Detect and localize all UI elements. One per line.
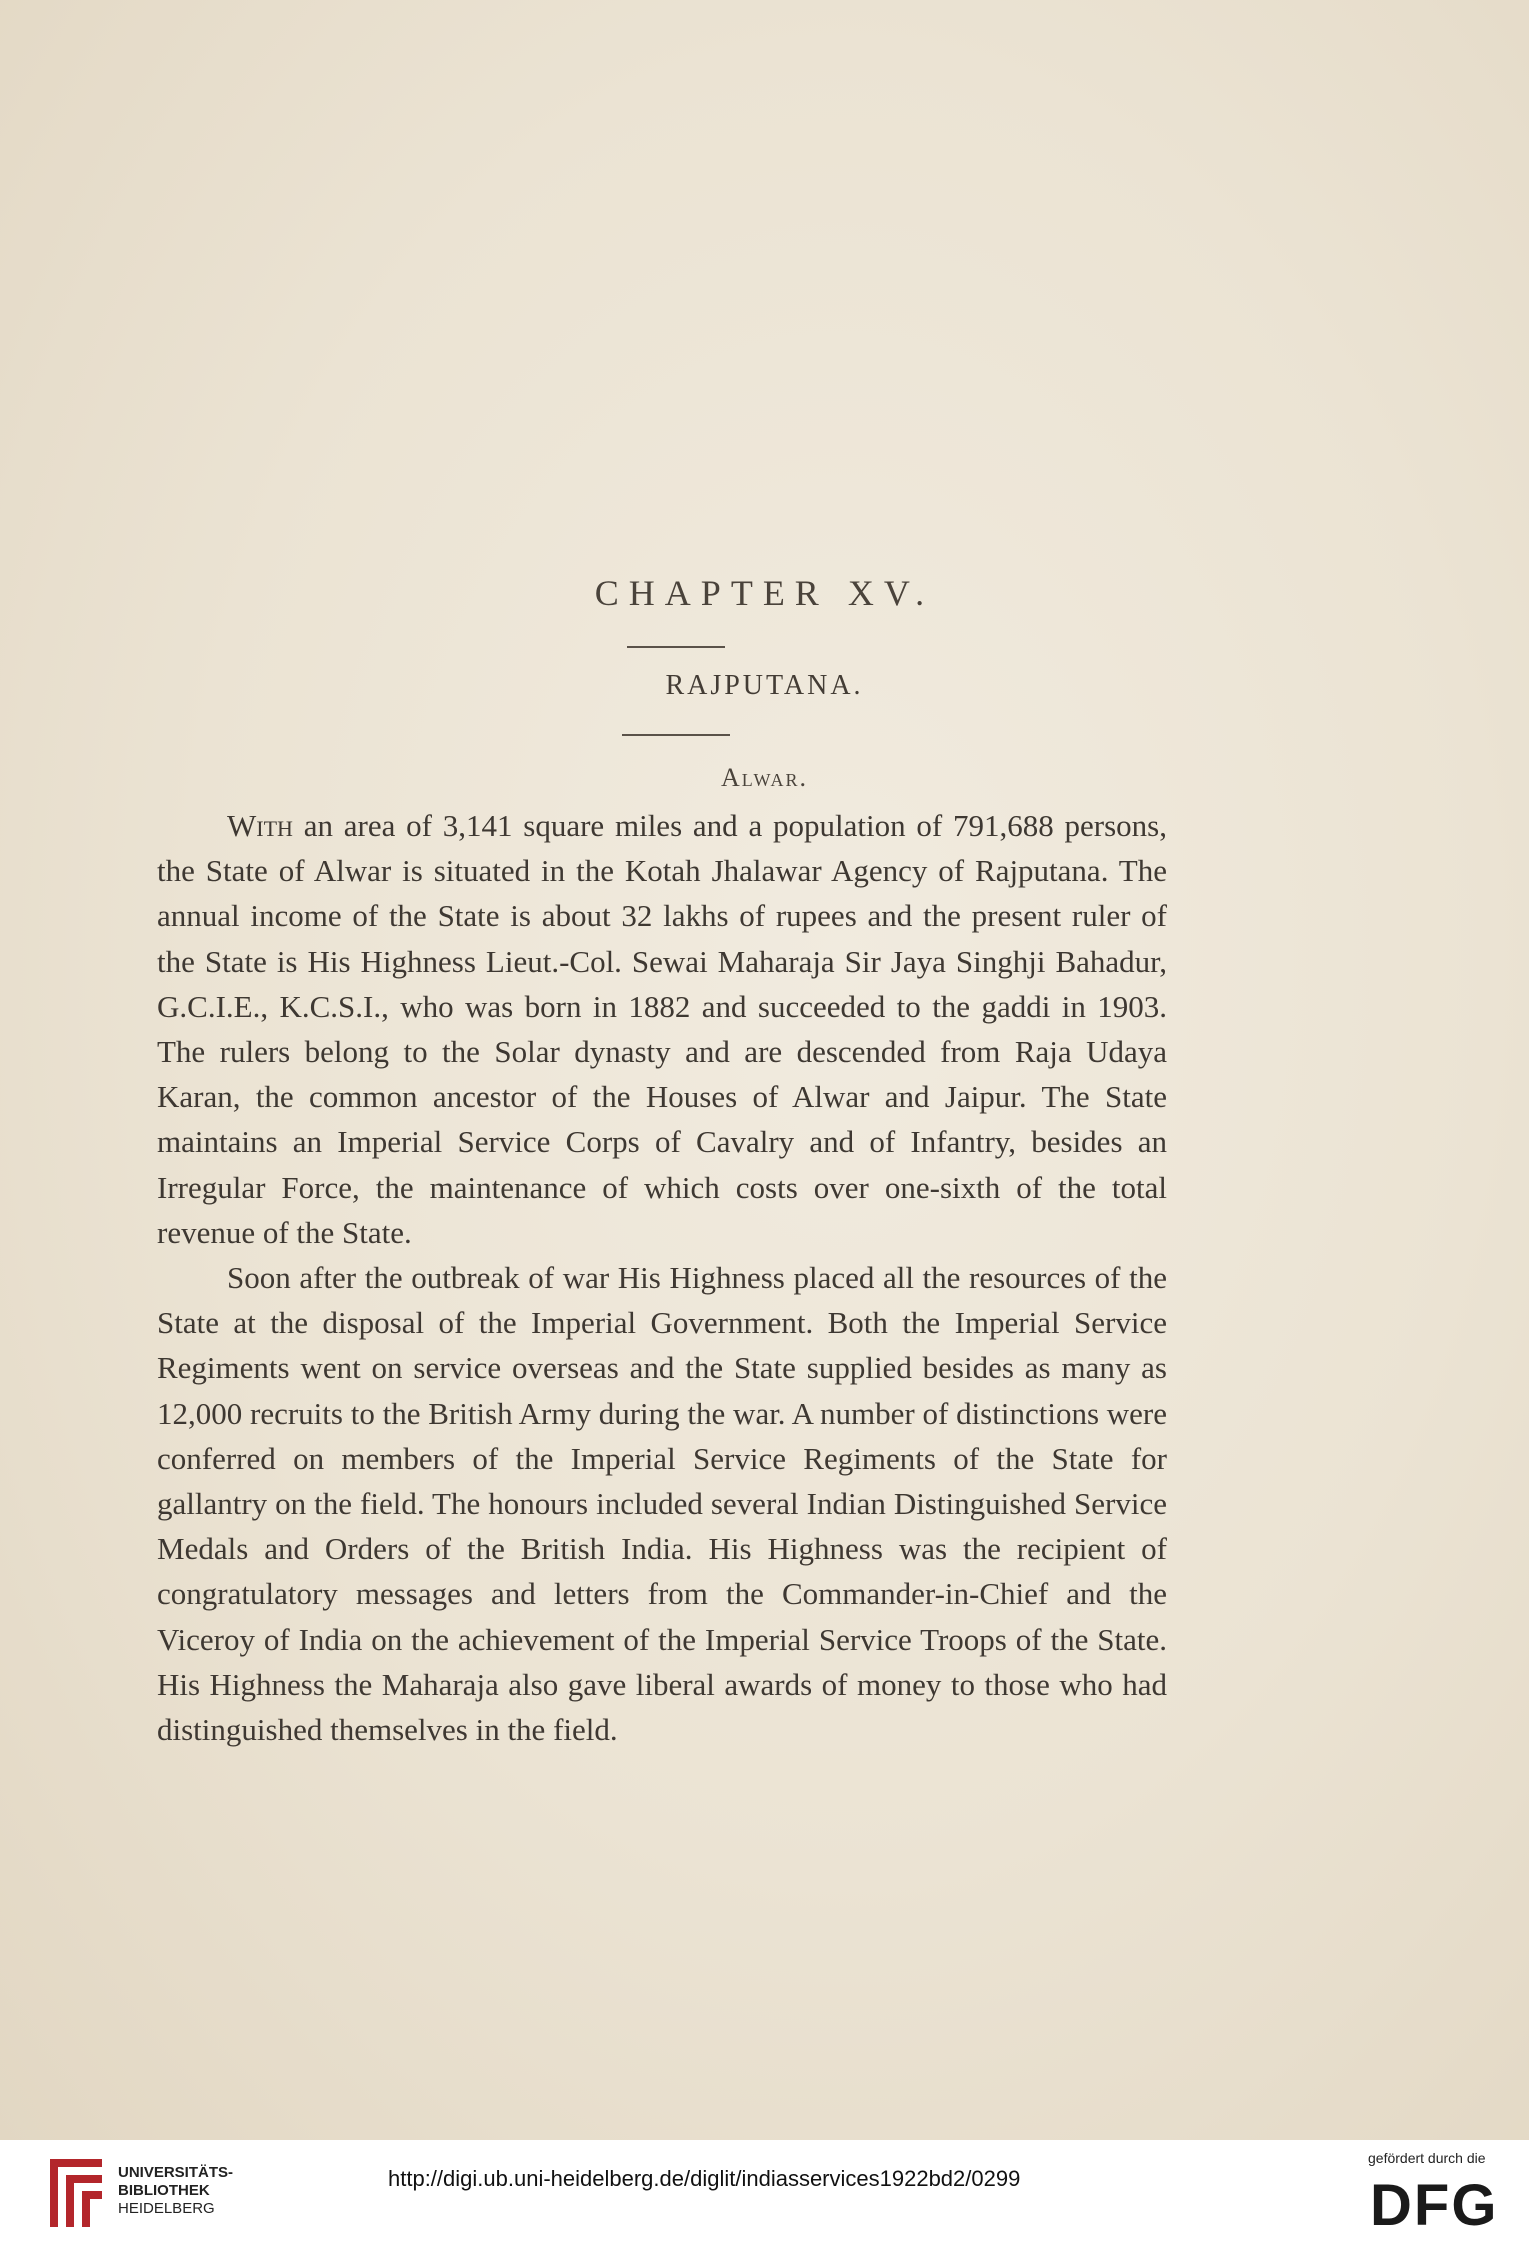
source-url-link[interactable]: http://digi.ub.uni-heidelberg.de/diglit/indiasservices1922bd2/0299 <box>388 2166 1021 2191</box>
dfg-logo: DFG <box>1370 2173 1499 2238</box>
chapter-heading: CHAPTER XV. <box>594 573 935 613</box>
heading-divider <box>627 646 725 648</box>
region-title: RAJPUTANA. <box>665 670 864 701</box>
library-name-line: UNIVERSITÄTS- <box>118 2164 234 2181</box>
section-title: Alwar. <box>721 763 808 792</box>
library-name-line: HEIDELBERG <box>118 2200 215 2217</box>
paragraph-2: Soon after the outbreak of war His Highness placed all the resources of the State at the disposal of the Imperial Government. Both the Imperial Service Regiments went on service overseas and the State supplied besides as many as 12,000 recruits to the British Army during the war. A number of distinctions were conferred on members of the Imperial Service Regiments of the State for gallantry on the field. The honours included several Indian Distinguished Service Medals and Orders of the British India. His Highness was the recipient of congratulatory messages and letters from the Commander-in-Chief and the Viceroy of India on the achievement of the Imperial Service Troops of the State. His Highness the Maharaja also gave liberal awards of money to those who had distinguished themselves in the field. <box>157 1260 1167 1748</box>
funded-by-label: gefördert durch die <box>1368 2150 1486 2166</box>
library-name-line: BIBLIOTHEK <box>118 2182 210 2199</box>
body-text <box>157 803 1167 1752</box>
region-divider <box>622 734 730 736</box>
library-name <box>118 2164 233 2218</box>
paragraph-1-text: an area of 3,141 square miles and a population of 791,688 persons, the State of Alwar is situated in the Kotah Jhalawar Agency of Rajputana. The annual income of the State is about 32 lakhs of rupees and the present ruler of the State is His Highness Lieut.-Col. Sewai Maharaja Sir Jaya Singhji Bahadur, G.C.I.E., K.C.S.I., who was born in 1882 and succeeded to the gaddi in 1903. The rulers belong to the Solar dynasty and are descended from Raja Udaya Karan, the common ancestor of the Houses of Alwar and Jaipur. The State maintains an Imperial Service Corps of Cavalry and of Infantry, besides an Irregular Force, the maintenance of which costs over one-sixth of the total revenue of the State. <box>157 808 1167 1250</box>
paragraph-1 <box>157 803 1167 1255</box>
library-logo-icon <box>46 2155 106 2231</box>
paragraph-lead-word: With <box>227 808 293 843</box>
